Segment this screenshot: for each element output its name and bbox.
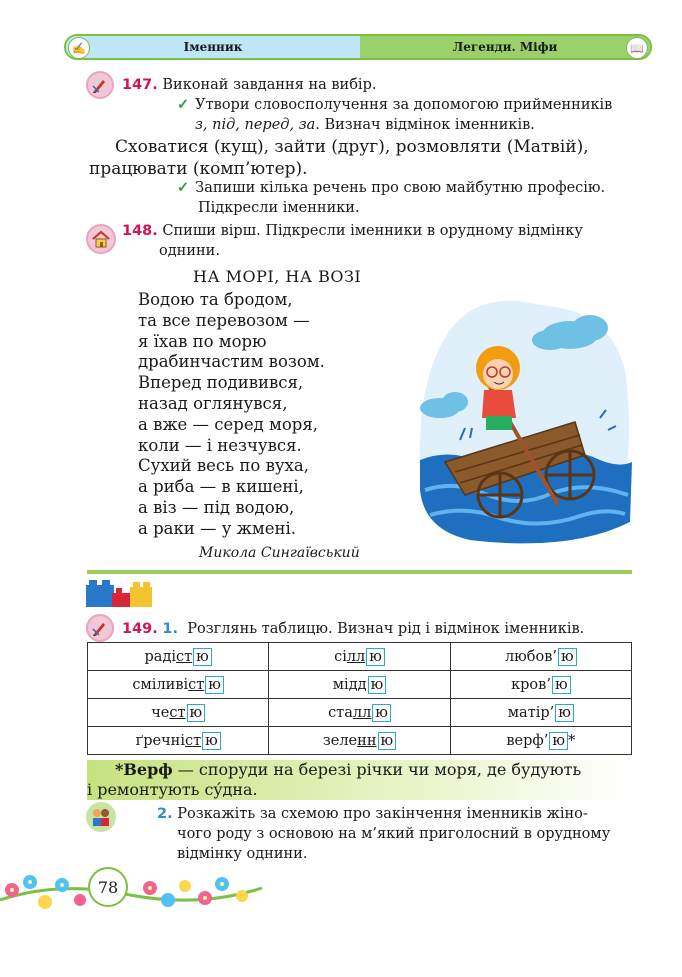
ending-box: ю (368, 676, 387, 694)
poem-line: назад оглянувся, (138, 393, 288, 413)
page-number: 78 (88, 867, 128, 907)
table-cell: сталл ю (269, 699, 450, 727)
ending-box: ю (558, 648, 577, 666)
table-cell: верф’ ю * (450, 727, 631, 755)
poem-line: та все перевозом — (138, 310, 310, 330)
ending-box: ю (366, 648, 385, 666)
task-149-part-2: 2. Розкажіть за схемою про закінчення іменників жіно- чого роду з основою на м’який приголосний в орудному відмінку однини. (157, 806, 611, 862)
table-row (88, 643, 632, 671)
book-icon: 📖 (626, 37, 648, 59)
poem-line: Сухий весь по вуха, (138, 456, 309, 476)
table-cell: мідд ю (269, 671, 450, 699)
page-header (64, 34, 652, 60)
checkmark-icon: ✓ (177, 96, 190, 113)
poem-line: Вперед подивився, (138, 373, 304, 393)
ending-box: ю (555, 704, 574, 722)
table-cell: кров’ ю (450, 671, 631, 699)
poem-line: а раки — у жмені. (138, 518, 297, 538)
ending-box: ю (552, 676, 571, 694)
task-147-intro: 147. Виконай завдання на вибір. (122, 77, 377, 93)
header-chapter-title: Легенди. Міфи 📖 (360, 36, 650, 58)
table-row (88, 699, 632, 727)
task-147-option-2: ✓ Запиши кілька речень про свою майбутню професію. Підкресли іменники. (177, 179, 606, 216)
table-cell: радіст ю (88, 643, 269, 671)
checkmark-icon: ✓ (177, 179, 190, 196)
table-cell: зеленн ю (269, 727, 450, 755)
table-cell: матір’ ю (450, 699, 631, 727)
pen-nib-icon: ✍ (68, 37, 90, 59)
table-cell: сілл ю (269, 643, 450, 671)
pencil-task-icon (86, 614, 114, 642)
ending-box: ю (372, 704, 391, 722)
pair-work-icon (86, 802, 116, 832)
poem-line: Водою та бродом, (138, 290, 293, 309)
ending-box: ю (205, 676, 224, 694)
poem-line: а віз — під водою, (138, 497, 295, 517)
nouns-table (87, 642, 632, 755)
poem-line: коли — і незчувся. (138, 435, 302, 455)
ending-box: ю (202, 732, 221, 750)
ending-box: ю (378, 732, 397, 750)
poem (138, 290, 325, 540)
house-task-icon (86, 224, 116, 254)
ending-box: ю (549, 732, 568, 750)
header-section-title: ✍ Іменник (66, 36, 360, 58)
task-147-phrases: Сховатися (кущ), зайти (друг), розмовляти (Матвій), працювати (комп’ютер). (89, 137, 589, 179)
task-149-instruction: 149. 1. Розглянь таблицю. Визнач рід і відмінок іменників. (122, 621, 585, 637)
poem-title: НА МОРІ, НА ВОЗІ (193, 267, 362, 286)
poem-line: драбинчастим возом. (138, 352, 325, 372)
lego-blocks-icon (86, 577, 156, 609)
table-cell: любов’ ю (450, 643, 631, 671)
definition-box: *Верф — споруди на березі річки чи моря, де будують і ремонтують сýдна. (87, 760, 632, 800)
flower-decoration (0, 860, 265, 920)
section-divider (87, 570, 632, 574)
table-row (88, 727, 632, 755)
table-cell: чест ю (88, 699, 269, 727)
ending-box: ю (193, 648, 212, 666)
ending-box: ю (187, 704, 206, 722)
table-row (88, 671, 632, 699)
pencil-task-icon (86, 71, 114, 99)
boy-on-cart-illustration (410, 290, 635, 550)
poem-line: а риба — в кишені, (138, 477, 304, 497)
poem-author: Микола Сингаївський (199, 545, 360, 561)
task-148-instruction: 148. Спиши вірш. Підкресли іменники в орудному відмінку однини. (122, 223, 583, 259)
table-cell: ґречніст ю (88, 727, 269, 755)
task-147-option-1: ✓ Утвори словосполучення за допомогою прийменників з, під, перед, за. Визнач відмінок іменників. (177, 96, 613, 133)
poem-line: а вже — серед моря, (138, 414, 319, 434)
table-cell: сміливіст ю (88, 671, 269, 699)
poem-line: я їхав по морю (138, 331, 267, 351)
